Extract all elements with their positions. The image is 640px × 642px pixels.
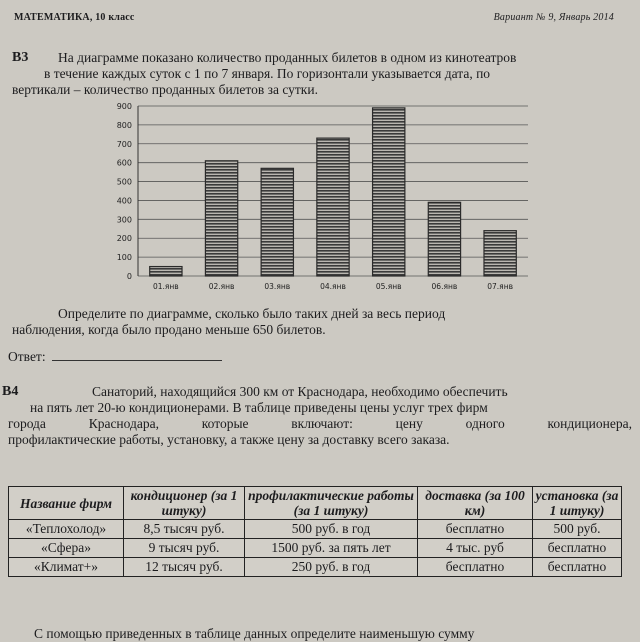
bar-02.янв: [205, 161, 237, 276]
cell-conditioner: 9 тысяч руб.: [124, 539, 245, 558]
x-tick-label: 03.янв: [264, 282, 291, 291]
ticket-sales-bar-chart: [108, 100, 538, 300]
col-header-delivery: доставка (за 100 км): [418, 487, 533, 520]
col-header-company: Название фирм: [9, 487, 124, 520]
task-b3-intro-line-2: в течение каждых суток с 1 по 7 января. По горизонтали указывается дата, по: [44, 66, 491, 81]
x-tick-label: 06.янв: [431, 282, 458, 291]
y-tick-label: 500: [116, 177, 132, 187]
task-b4-number: В4: [2, 384, 19, 399]
cell-conditioner: 8,5 тысяч руб.: [124, 520, 245, 539]
y-tick-label: 600: [116, 158, 132, 168]
table-row: [9, 520, 622, 539]
table-header-row: [9, 487, 622, 520]
cell-maintenance: 250 руб. в год: [245, 558, 418, 577]
subject-header: МАТЕМАТИКА, 10 класс: [14, 12, 135, 23]
task-b3-intro-line-1: На диаграмме показано количество проданных билетов в одном из кинотеатров: [58, 50, 517, 65]
prices-table: [8, 486, 622, 577]
col-header-installation: установка (за 1 штуку): [533, 487, 622, 520]
task-b3-number: В3: [12, 50, 29, 65]
bar-04.янв: [317, 138, 349, 276]
y-tick-label: 800: [116, 120, 132, 130]
y-tick-label: 300: [116, 215, 132, 225]
task-b3-intro-line-3: вертикали – количество проданных билетов за сутки.: [12, 82, 318, 97]
y-tick-label: 200: [116, 234, 132, 244]
table-row: [9, 539, 622, 558]
answer-blank-line[interactable]: [52, 348, 222, 361]
cell-maintenance: 1500 руб. за пять лет: [245, 539, 418, 558]
cell-delivery: 4 тыс. руб: [418, 539, 533, 558]
x-tick-label: 02.янв: [208, 282, 235, 291]
y-tick-label: 100: [116, 253, 132, 263]
cell-conditioner: 12 тысяч руб.: [124, 558, 245, 577]
table-row: [9, 558, 622, 577]
task-b4-intro-line-1: Санаторий, находящийся 300 км от Краснодара, необходимо обеспечить: [92, 384, 508, 399]
answer-row: [8, 348, 222, 365]
y-tick-label: 700: [116, 139, 132, 149]
task-b4-intro-line-4: профилактические работы, установку, а также цену за доставку всего заказа.: [8, 432, 450, 447]
y-tick-label: 400: [116, 196, 132, 206]
cell-company: «Сфера»: [9, 539, 124, 558]
bar-03.янв: [261, 168, 293, 276]
task-b3-question-line-1: Определите по диаграмме, сколько было таких дней за весь период: [58, 306, 446, 321]
bar-01.янв: [150, 267, 182, 276]
cell-maintenance: 500 руб. в год: [245, 520, 418, 539]
variant-header: Вариант № 9, Январь 2014: [493, 12, 614, 23]
bar-05.янв: [373, 108, 405, 276]
cell-company: «Теплохолод»: [9, 520, 124, 539]
cell-installation: бесплатно: [533, 539, 622, 558]
x-tick-label: 07.янв: [487, 282, 514, 291]
cell-installation: 500 руб.: [533, 520, 622, 539]
task-b4-intro-line-2: на пять лет 20-ю кондиционерами. В таблице приведены цены услуг трех фирм: [30, 400, 488, 415]
cell-installation: бесплатно: [533, 558, 622, 577]
task-b3-question-line-2: наблюдения, когда было продано меньше 650 билетов.: [12, 322, 326, 337]
cell-delivery: бесплатно: [418, 558, 533, 577]
col-header-conditioner: кондиционер (за 1 штуку): [124, 487, 245, 520]
bar-07.янв: [484, 231, 516, 276]
cell-delivery: бесплатно: [418, 520, 533, 539]
col-header-maintenance: профилактические работы (за 1 штуку): [245, 487, 418, 520]
y-tick-label: 0: [126, 272, 132, 281]
task-b4-intro-line-3: города Краснодара, которые включают: цену одного кондиционера,: [8, 416, 632, 431]
x-tick-label: 01.янв: [152, 282, 179, 291]
cell-company: «Климат+»: [9, 558, 124, 577]
answer-label: Ответ:: [8, 349, 46, 364]
x-tick-label: 04.янв: [320, 282, 346, 291]
task-b4-footer-line: С помощью приведенных в таблице данных определите наименьшую сумму: [34, 626, 475, 641]
x-tick-label: 05.янв: [375, 282, 402, 291]
y-tick-label: 900: [116, 102, 132, 111]
bar-06.янв: [428, 202, 460, 276]
